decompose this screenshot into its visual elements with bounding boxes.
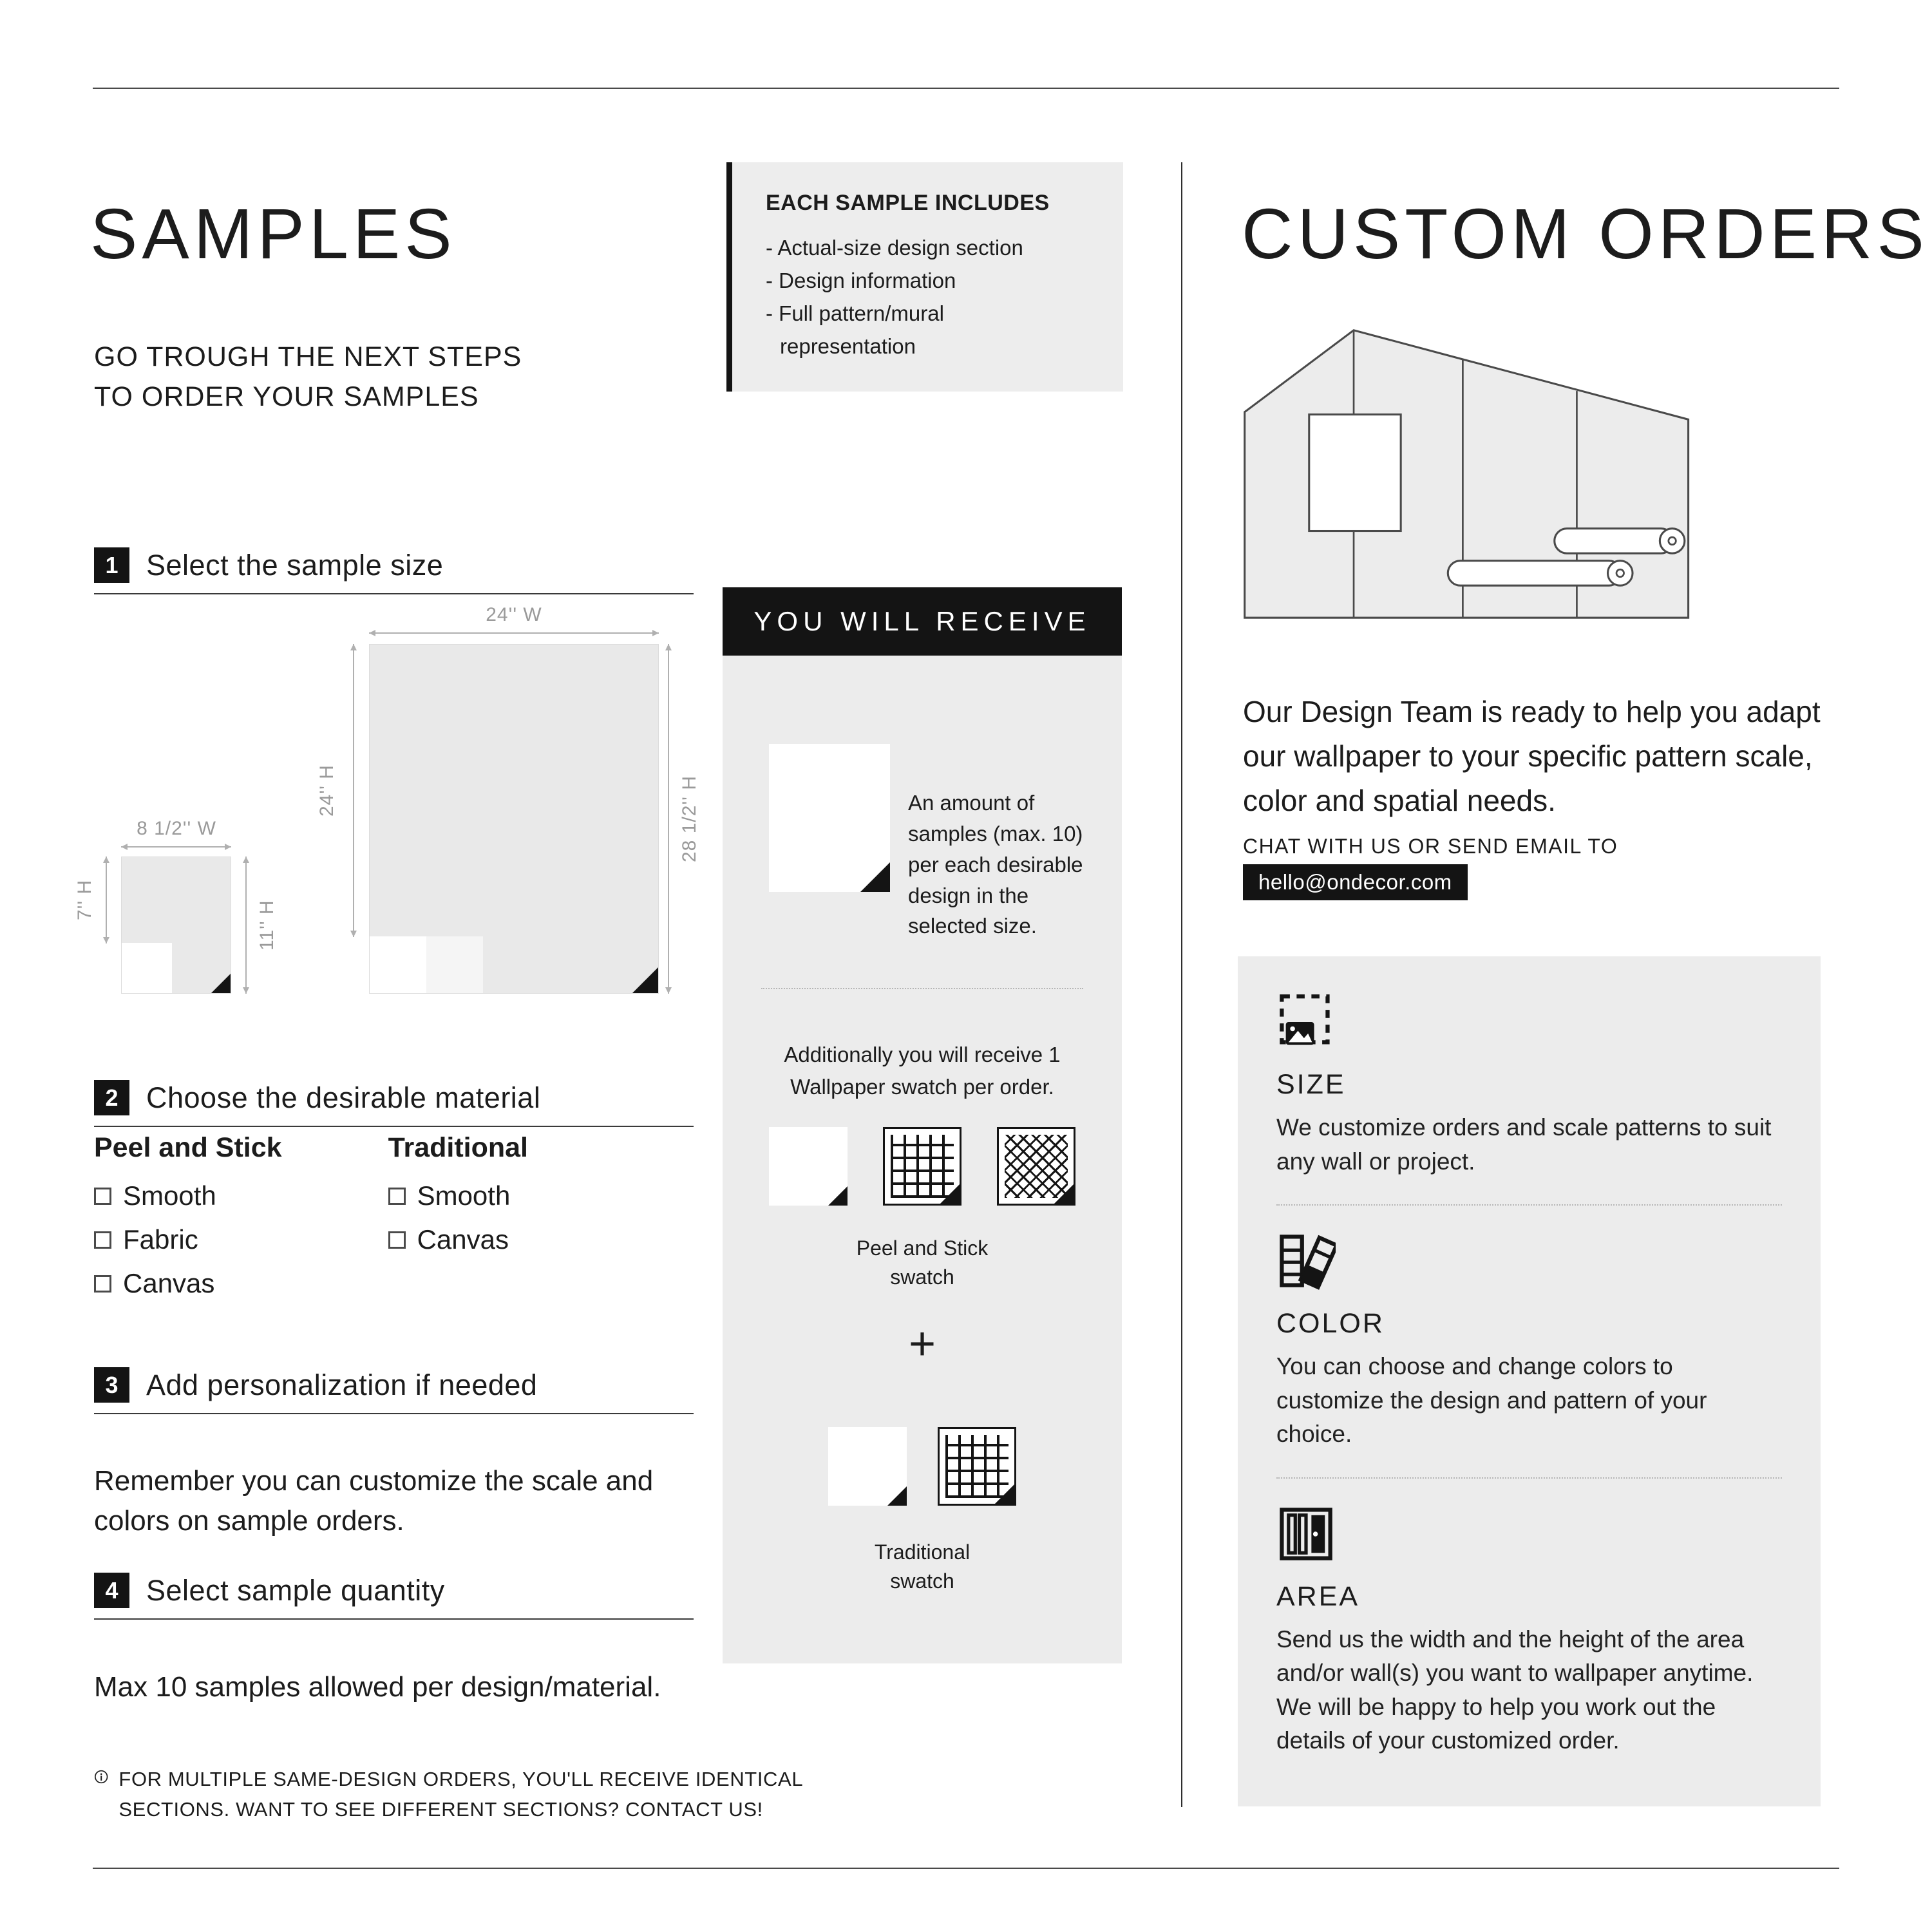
material-option-canvas-traditional[interactable]	[388, 1224, 536, 1255]
material-option-label: Canvas	[417, 1224, 509, 1255]
large-right-height-label: 28 1/2'' H	[679, 775, 700, 862]
small-sample-rect	[121, 857, 231, 994]
step4-title: Select sample quantity	[146, 1573, 445, 1607]
sample-sheet-icon	[769, 744, 890, 892]
chat-label: CHAT WITH US OR SEND EMAIL TO	[1243, 835, 1618, 858]
feature-size-body: We customize orders and scale patterns to suit any wall or project.	[1276, 1114, 1772, 1175]
large-sample-rect	[369, 644, 659, 994]
sample-size-diagram	[74, 599, 711, 1018]
checkbox-icon[interactable]	[388, 1188, 406, 1205]
traditional-heading: Traditional	[388, 1132, 528, 1163]
swatch-label-text: Peel and Stick swatch	[856, 1236, 989, 1289]
custom-orders-intro: Our Design Team is ready to help you adapt our wallpaper to your specific pattern scale, color and spatial needs.	[1243, 695, 1821, 817]
step3-header	[94, 1367, 694, 1414]
step3-title: Add personalization if needed	[146, 1368, 538, 1401]
step3-body: Remember you can customize the scale and colors on sample orders.	[94, 1465, 654, 1537]
material-option-label: Smooth	[123, 1180, 216, 1211]
each-sample-includes-box	[726, 162, 1123, 392]
large-right-dim-line	[668, 644, 669, 994]
grid-swatch-icon	[938, 1427, 1016, 1506]
includes-title: EACH SAMPLE INCLUDES	[766, 191, 1050, 215]
page-fold-icon	[1054, 1184, 1074, 1204]
large-width-label: 24'' W	[486, 604, 542, 625]
swatch-label-text: Traditional swatch	[874, 1540, 971, 1593]
step3-number-badge: 3	[94, 1367, 129, 1403]
feature-area-heading: AREA	[1276, 1580, 1360, 1612]
column-divider	[1181, 162, 1182, 1807]
checkbox-icon[interactable]	[388, 1231, 406, 1249]
page-fold-icon	[860, 862, 890, 892]
samples-amount-text: An amount of samples (max. 10) per each desirable design in the selected size.	[908, 791, 1083, 938]
dotted-divider	[1276, 1477, 1782, 1479]
material-option-smooth[interactable]	[94, 1180, 282, 1211]
checkbox-icon[interactable]	[94, 1231, 111, 1249]
footer-note	[94, 1765, 905, 1824]
material-option-fabric[interactable]	[94, 1224, 282, 1255]
feature-color-heading: COLOR	[1276, 1308, 1385, 1340]
step2-number-badge: 2	[94, 1080, 129, 1115]
samples-intro-line2: TO ORDER YOUR SAMPLES	[94, 381, 479, 413]
small-right-height-label: 11'' H	[256, 900, 278, 951]
small-sample-corner-swatch	[122, 943, 172, 993]
material-option-label: Smooth	[417, 1180, 511, 1211]
large-left-dim-line	[353, 644, 354, 937]
peel-and-stick-heading: Peel and Stick	[94, 1132, 282, 1163]
plain-swatch-icon	[828, 1427, 907, 1506]
peel-and-stick-swatch-label	[723, 1234, 1122, 1292]
wallpaper-room-illustration	[1240, 325, 1698, 623]
step1-number-badge: 1	[94, 547, 129, 583]
step1-title: Select the sample size	[146, 548, 444, 582]
you-will-receive-panel	[723, 656, 1122, 1663]
checkbox-icon[interactable]	[94, 1188, 111, 1205]
material-option-label: Fabric	[123, 1224, 198, 1255]
small-width-dim-line	[121, 846, 231, 848]
includes-item: - Design information	[766, 269, 956, 293]
large-sample-corner-swatch	[370, 936, 426, 993]
top-rule	[93, 88, 1839, 89]
samples-intro	[94, 337, 522, 417]
dotted-divider	[761, 988, 1083, 989]
small-left-height-label: 7'' H	[74, 879, 95, 921]
samples-intro-line1: GO TROUGH THE NEXT STEPS	[94, 341, 522, 372]
samples-title: SAMPLES	[90, 194, 457, 274]
material-options	[94, 1132, 536, 1312]
step1-header	[94, 547, 694, 594]
email-badge[interactable]: hello@ondecor.com	[1243, 864, 1468, 900]
includes-item: - Full pattern/mural representation	[766, 301, 944, 359]
material-option-smooth-traditional[interactable]	[388, 1180, 536, 1211]
info-icon	[94, 1765, 108, 1789]
additional-swatch-text: Additionally you will receive 1 Wallpaper swatch per order.	[784, 1043, 1061, 1099]
size-selection-icon	[1276, 992, 1336, 1052]
material-option-label: Canvas	[123, 1268, 215, 1298]
step2-title: Choose the desirable material	[146, 1081, 541, 1114]
step4-number-badge: 4	[94, 1573, 129, 1608]
large-sample-corner-swatch-2	[426, 936, 483, 993]
bottom-rule	[93, 1868, 1839, 1869]
includes-item: - Actual-size design section	[766, 236, 1023, 260]
page-fold-icon	[995, 1484, 1014, 1504]
traditional-column	[388, 1132, 536, 1312]
step4-header	[94, 1573, 694, 1620]
custom-features-panel	[1238, 956, 1821, 1806]
plus-sign: +	[908, 1318, 936, 1370]
area-wall-panels-icon	[1276, 1504, 1336, 1564]
feature-color-body: You can choose and change colors to customize the design and pattern of your choice.	[1276, 1353, 1707, 1448]
page-fold-icon	[828, 1186, 848, 1206]
traditional-swatch-label	[723, 1538, 1122, 1596]
page-fold-icon	[211, 974, 231, 993]
feature-area-body: Send us the width and the height of the area and/or wall(s) you want to wallpaper anytime. We will be happy to help you work out the details of your customized order.	[1276, 1625, 1754, 1754]
footer-note-text: FOR MULTIPLE SAME-DESIGN ORDERS, YOU'LL RECEIVE IDENTICAL SECTIONS. WANT TO SEE DIFFERENT SECTIONS? CONTACT US!	[118, 1768, 803, 1821]
page-fold-icon	[940, 1184, 960, 1204]
checkbox-icon[interactable]	[94, 1275, 111, 1293]
traditional-swatches	[723, 1427, 1122, 1506]
peel-and-stick-swatches	[723, 1127, 1122, 1206]
peel-and-stick-column	[94, 1132, 282, 1312]
step2-header	[94, 1080, 694, 1127]
large-left-height-label: 24'' H	[316, 764, 337, 817]
grid-swatch-icon	[883, 1127, 961, 1206]
feature-size-heading: SIZE	[1276, 1069, 1346, 1100]
large-width-dim-line	[369, 632, 659, 634]
dotted-divider	[1276, 1204, 1782, 1206]
material-option-canvas[interactable]	[94, 1268, 282, 1299]
small-right-dim-line	[245, 857, 247, 994]
page-fold-icon	[632, 967, 658, 993]
you-will-receive-banner: YOU WILL RECEIVE	[723, 587, 1122, 656]
small-width-label: 8 1/2'' W	[137, 818, 216, 839]
small-left-dim-line	[106, 857, 107, 943]
plain-swatch-icon	[769, 1127, 848, 1206]
custom-orders-title: CUSTOM ORDERS	[1242, 194, 1929, 274]
crosshatch-swatch-icon	[997, 1127, 1075, 1206]
step4-body: Max 10 samples allowed per design/material.	[94, 1671, 661, 1703]
color-swatches-icon	[1276, 1231, 1336, 1291]
page-fold-icon	[887, 1486, 907, 1506]
